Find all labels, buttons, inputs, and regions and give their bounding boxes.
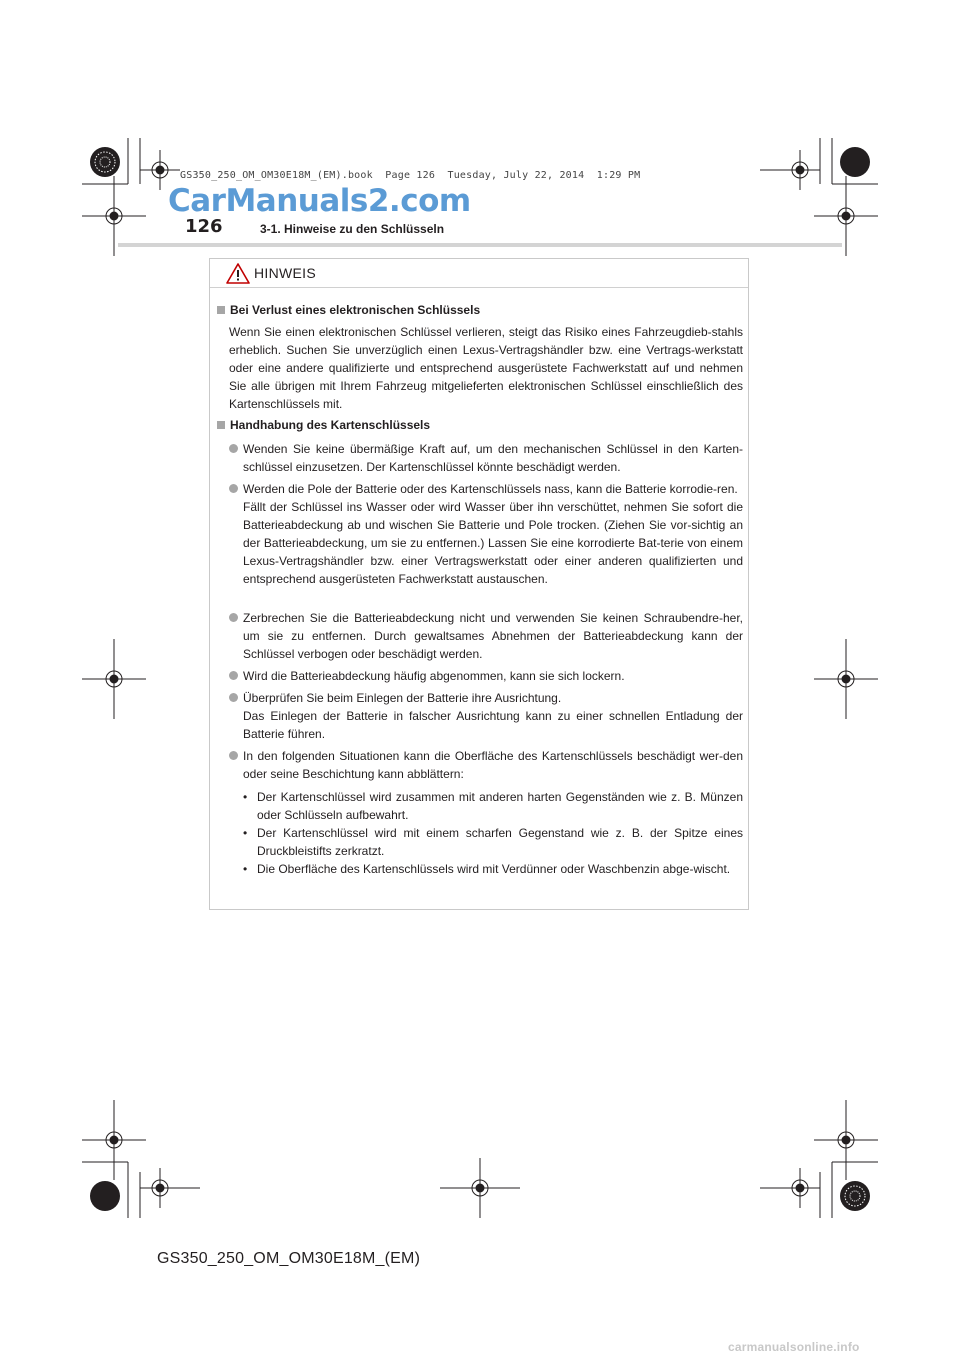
list-item: Überprüfen Sie beim Einlegen der Batterie ihre Ausrichtung. Das Einlegen der Batterie in falscher Ausrichtung kann zu einer schnellen Entladung der Batterie führen. xyxy=(229,689,743,743)
round-bullet-icon xyxy=(229,613,238,622)
round-bullet-icon xyxy=(229,671,238,680)
round-bullet-icon xyxy=(229,751,238,760)
watermark-bottom: carmanualsonline.info xyxy=(728,1340,860,1354)
section-paragraph: Wenn Sie einen elektronischen Schlüssel verlieren, steigt das Risiko eines Fahrzeugdieb-stahls erheblich. Suchen Sie unverzüglich einen Lexus-Vertragshändler bzw. eine Vertrags-werkstatt oder eine andere qualifizierte und entsprechend ausgerüstete Fachwerkstatt auf und nehmen Sie alle übrigen mit Ihrem Fahrzeug mitgelieferten elektronischen Schlüssel einschließlich des Kartenschlüssels mit. xyxy=(229,325,743,411)
header-rule xyxy=(118,243,842,247)
list-item: Wenden Sie keine übermäßige Kraft auf, um den mechanischen Schlüssel in den Karten-schlüssel einzusetzen. Der Kartenschlüssel könnte beschädigt werden. xyxy=(229,440,743,476)
footer-code: GS350_250_OM_OM30E18M_(EM) xyxy=(157,1250,421,1267)
section-heading: Handhabung des Kartenschlüssels xyxy=(217,418,430,432)
section-heading: Bei Verlust eines elektronischen Schlüssels xyxy=(217,303,480,317)
section-title: 3-1. Hinweise zu den Schlüsseln xyxy=(260,222,445,236)
notice-title: HINWEIS xyxy=(254,265,316,281)
watermark-top: CarManuals2.com xyxy=(168,183,471,219)
list-item: Werden die Pole der Batterie oder des Kartenschlüssels nass, kann die Batterie korrodie-ren. Fällt der Schlüssel ins Wasser oder wird Wasser über ihn verschüttet, nehmen Sie sofort die Batterieabdeckung ab und wischen Sie Batterie und Pole trocken. (Ziehen Sie vor-sichtig an der Batterieabdeckung, um sie zu entfernen.) Lassen Sie eine korrodierte Bat-terie von einem Lexus-Vertragshändler bzw. einer Vertragswerkstatt oder einer anderen qualifizierten und entsprechend ausgerüsteten Fachwerkstatt austauschen. xyxy=(229,480,743,588)
notice-header xyxy=(210,259,748,288)
sub-list-item: • Der Kartenschlüssel wird zusammen mit anderen harten Gegenständen wie z. B. Münzen oder Schlüsseln aufbewahrt. xyxy=(243,790,743,822)
book-info-line: GS350_250_OM_OM30E18M_(EM).book Page 126 Tuesday, July 22, 2014 1:29 PM xyxy=(180,170,641,181)
square-bullet-icon xyxy=(217,421,225,429)
list-item: Wird die Batterieabdeckung häufig abgenommen, kann sie sich lockern. xyxy=(229,667,743,685)
page-number: 126 xyxy=(185,216,223,237)
list-item: Zerbrechen Sie die Batterieabdeckung nicht und verwenden Sie keinen Schraubendre-her, um sie zu entfernen. Durch gewaltsames Abnehmen der Batterieabdeckung kann der Schlüssel verbogen oder beschädigt werden. xyxy=(229,609,743,663)
warning-triangle-icon xyxy=(226,263,250,284)
sub-list-item: • Die Oberfläche des Kartenschlüssels wird mit Verdünner oder Waschbenzin abge-wischt. xyxy=(243,862,731,876)
round-bullet-icon xyxy=(229,693,238,702)
square-bullet-icon xyxy=(217,306,225,314)
sub-list-item: • Der Kartenschlüssel wird mit einem scharfen Gegenstand wie z. B. der Spitze eines Druckbleistifts zerkratzt. xyxy=(243,826,743,858)
round-bullet-icon xyxy=(229,444,238,453)
notice-box xyxy=(209,258,749,910)
round-bullet-icon xyxy=(229,484,238,493)
list-item: In den folgenden Situationen kann die Oberfläche des Kartenschlüssels beschädigt wer-den oder seine Beschichtung kann abblättern: xyxy=(229,747,743,783)
